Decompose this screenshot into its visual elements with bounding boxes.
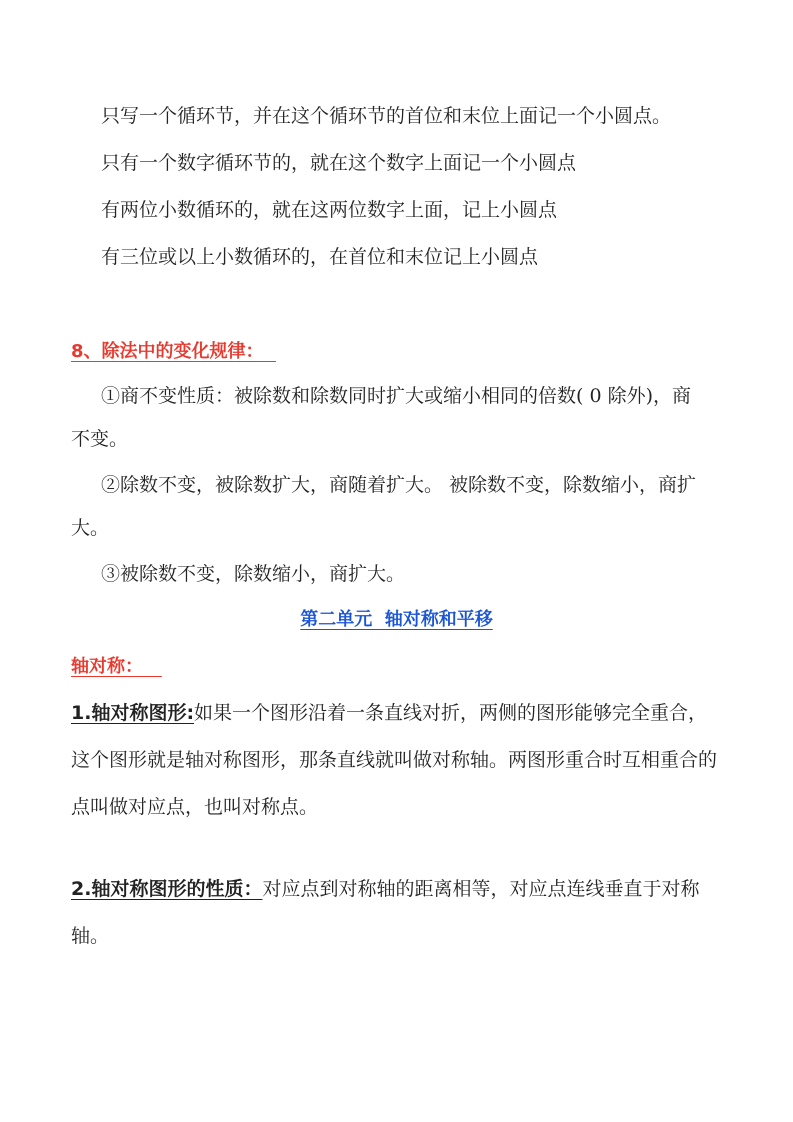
definition-2 [71,866,721,960]
quotient-rule-2-line-2: 大。 [71,517,110,539]
unit-2-title[interactable]: 第二单元 轴对称和平移 [300,609,493,630]
quotient-rule-3: ③被除数不变，除数缩小，商扩大。 [101,563,406,585]
recurring-note-3: 有两位小数循环的，就在这两位数字上面，记上小圆点 [101,199,558,221]
axis-symmetry-heading: 轴对称： [71,656,162,677]
quotient-rule-2-line-1: ②除数不变，被除数扩大，商随着扩大。 被除数不变，除数缩小，商扩 [101,474,697,496]
definition-1-term: 1.轴对称图形: [71,702,195,724]
quotient-rule-1-line-2: 不变。 [71,428,129,450]
definition-1 [71,690,721,831]
recurring-note-4: 有三位或以上小数循环的，在首位和末位记上小圆点 [101,246,539,268]
definition-2-text: 对应点到对称轴的距离相等，对应点连线垂直于对称轴。 [71,878,700,947]
recurring-note-2: 只有一个数字循环节的，就在这个数字上面记一个小圆点 [101,152,577,174]
quotient-rule-1-line-1: ①商不变性质：被除数和除数同时扩大或缩小相同的倍数( 0 除外)，商 [101,385,691,407]
definition-1-text: 如果一个图形沿着一条直线对折，两侧的图形能够完全重合，这个图形就是轴对称图形，那条直线就叫做对称轴。两图形重合时互相重合的点叫做对应点，也叫对称点。 [71,702,718,818]
definition-2-term: 2.轴对称图形的性质： [71,878,263,900]
section-8-heading: 8、除法中的变化规律： [71,341,277,362]
recurring-note-1: 只写一个循环节，并在这个循环节的首位和末位上面记一个小圆点。 [101,105,672,127]
